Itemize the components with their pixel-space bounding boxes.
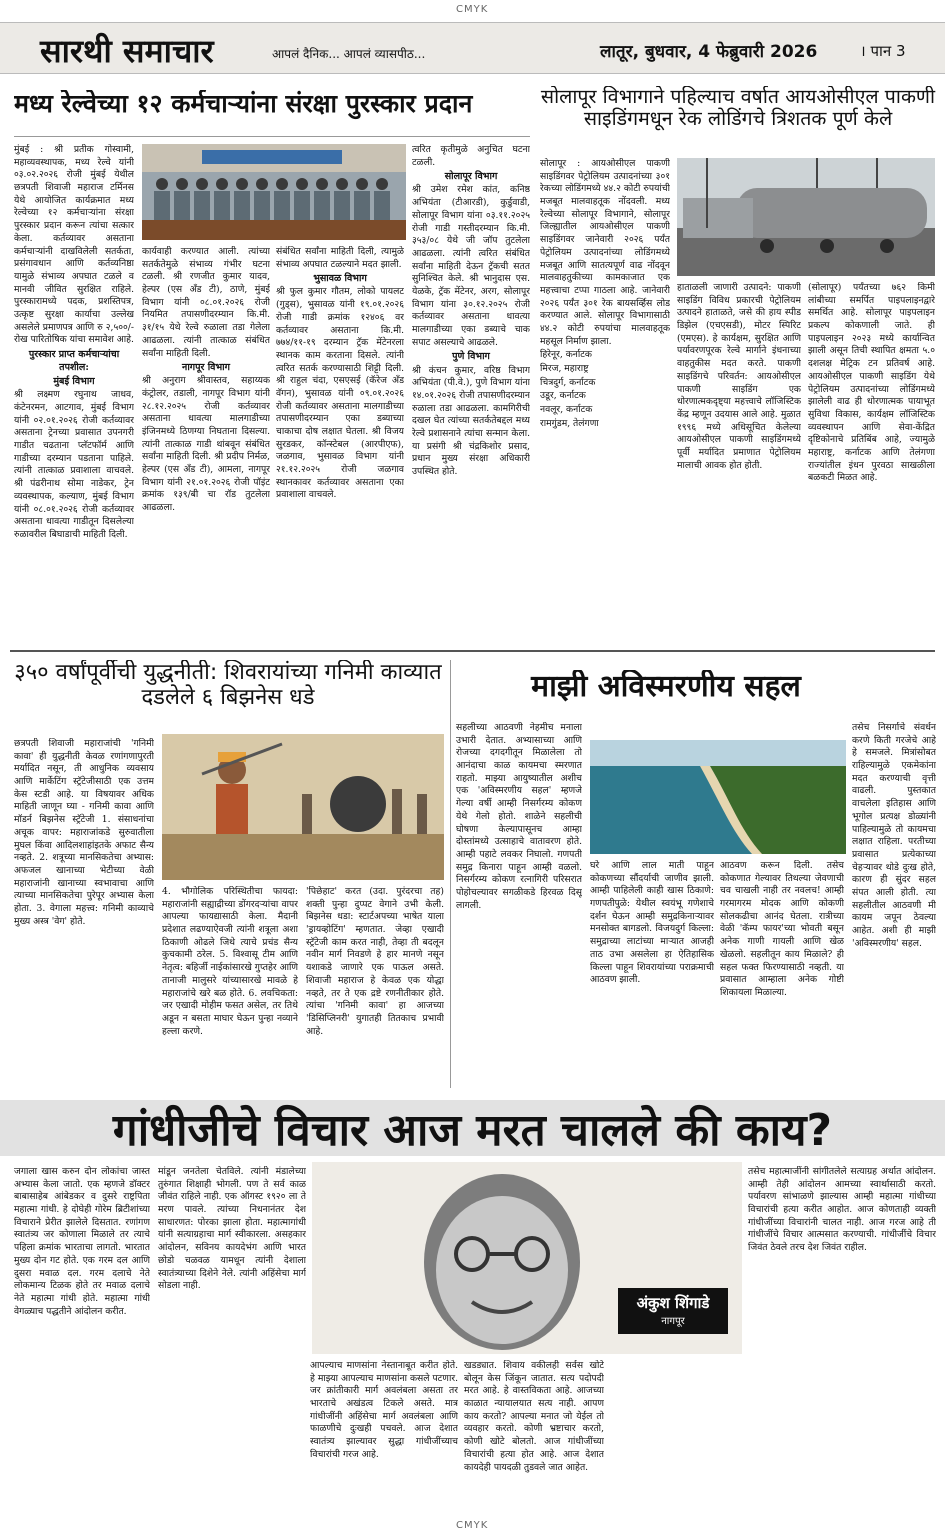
story2-list-item-2: मिरज, महाराष्ट्र (540, 363, 589, 374)
story4-col1 (456, 722, 582, 1088)
story2-headline: सोलापूर विभागाने पहिल्याच वर्षात आयओसीएल पाकणी साइडिंगमधून रेक लोडिंगचे त्रिशतक पूर्ण केले (540, 86, 936, 131)
story1-col4 (412, 144, 530, 644)
story2-list-item-6: रामगुंडम, तेलंगणा (540, 417, 599, 429)
story1-col3 (276, 246, 404, 644)
story4-col2 (590, 860, 714, 1088)
story1-subhead-awardees: पुरस्कार प्राप्त कर्मचाऱ्यांचा तपशील: (28, 349, 120, 374)
beach-landscape-icon (590, 740, 846, 854)
story4-col3-text: आठवण करून दिली. तसेच कोकणात गेल्यावर तिथल्या जेवणाची चव चाखली नाही तर नवलच! आम्ही गरमागरम मोदक आणि कोकणी सोलकढीचा आनंद घेतला. रात्रीच्या वेळी 'कॅम्प फायर'च्या भोवती बसून अनेक गाणी गायली आणि खेळ खेळलो. सहलीतून काय मिळाले? ही सहल फक्त फिरण्यासाठी नव्हती. या प्रवासात आम्हाला अनेक गोष्टी शिकायला मिळाल्या. (720, 860, 844, 998)
story3-col3 (306, 886, 444, 1086)
story5-col3-text: आपल्याच माणसांना नेस्तानाबूत करीत होते. हे माझ्या आपल्याच माणसांना कसले पटणार. जर क्रांतीकारी मार्ग अवलंबला असता तर भारताचे अखंडत्व टिकले असते. मात्र गांधीजींनी अहिंसेचा मार्ग अवलंबला आणि फाळणीचे दुःखही पचवले. आज देशात स्वातंत्र्य झाल्यावर सुद्धा गांधीजींच्याच विचारांची गरज आहे. (310, 1360, 458, 1460)
story5-col4-text: खडड्यात. शिवाय वकीलही सर्वस खोटे बोलून केस जिंकून जातात. सत्य पदोपदी मरत आहे. हे वास्तविकता आहे. आजच्या काळात न्यायालयात सत्य नाही. आपण काय करतो? आपल्या मनात जो येईल तो व्यवहार करतो. कोणी भ्रष्टाचार करतो, कोणी खोटे बोलतो. आज गांधीजींच्या विचारांची हत्या होत आहे. आज देशात कायदेही पायदळी तुडवले जात आहेत. (464, 1360, 604, 1473)
award-ceremony-photo (142, 144, 406, 240)
byline-box (618, 1288, 728, 1334)
story1-subhead-nagpur: नागपूर विभाग (182, 362, 230, 374)
story5-col4 (464, 1360, 604, 1516)
section-divider (10, 650, 935, 652)
story1-subhead-bhusawal: भुसावळ विभाग (313, 273, 367, 285)
story2-col3-text: (सोलापूर) पर्यंतच्या ७६२ किमी लांबीच्या समर्पित पाइपलाइनद्वारे समर्थित आहे. सोलापूर पाइपलाइन प्रकल्प कोकणाली जाते. ही पाइपलाइन २०२३ मध्ये कार्यान्वित झाली असून तिची स्थापित क्षमता ५.० दशलक्ष मेट्रिक टन प्रतिवर्ष आहे. आयओसीएल पाकणी साइडिंग येथे पेट्रोलियम उत्पादनांच्या लोडिंगमध्ये झालेली वाढ ही धोरणात्मक पायाभूत सुविधा विकास, कार्यक्षम लॉजिस्टिक व्यवस्थापन आणि सेवा-केंद्रित दृष्टिकोनाचे प्रतिबिंब आहे, ज्यामुळे महाराष्ट्र, कर्नाटक आणि तेलंगणा राज्यांतील इंधन पुरवठा साखळीला बळकटी मिळत आहे. (808, 282, 935, 484)
story1-subhead-solapur: सोलापूर विभाग (444, 171, 498, 183)
story2-col3 (808, 282, 935, 644)
print-mark-bottom: CMYK (456, 1520, 489, 1531)
story1-col3-text: संबंधित सर्वांना माहिती दिली, त्यामुळे संभाव्य अपघात टळल्याने मदत झाली. (276, 246, 404, 270)
story4-col2-text: घरे आणि लाल माती पाहून कोकणच्या सौंदर्याची जाणीव झाली. आम्ही पाहिलेली काही खास ठिकाणे: गणपतीपुळे: येथील स्वयंभू गणेशाचे दर्शन घेऊन आम्ही समुद्रकिनाऱ्यावर मनसोक्त बागडलो. विजयदुर्ग किल्ला: समुद्राच्या लाटांच्या माऱ्यात आजही ताठ उभा असलेला हा ऐतिहासिक किल्ला पाहून शिवरायांच्या पराक्रमाची आठवण झाली. (590, 860, 714, 986)
story1-rule (14, 136, 530, 137)
story2-col1-text: सोलापूर : आयओसीएल पाकणी साइडिंगवर पेट्रोलियम उत्पादनांच्या ३०१ रेकच्या लोडिंगमध्ये ४४.२ कोटी रुपयांची मजबूत मालवाहतूक नोंदवली. मध्य रेल्वेच्या सोलापूर विभागाने, सोलापूर जिल्ह्यातील आयओसीएल पाकणी साइडिंगवर जानेवारी २०२६ पर्यंत पेट्रोलियम उत्पादनांच्या लोडिंगमध्ये मजबूत आणि सातत्यपूर्ण वाढ नोंदवून मालवाहतुकीच्या कामकाजात एक महत्त्वाचा टप्पा गाठला आहे. जानेवारी २०२६ पर्यंत ३०१ रेक बायसर्व्हिस लोड करण्यात आले. सोलापूर विभागासाठी ४४.२ कोटी रुपयांचा मालवाहतूक महसूल निर्माण झाला. (540, 158, 670, 347)
story3-col1-text: छत्रपती शिवाजी महाराजांची 'गनिमी कावा' ही युद्धनीती केवळ रणांगणापुरती मर्यादित नसून, ती आधुनिक व्यवसाय आणि मार्केटिंग स्ट्रॅटेजीसाठी एक उत्तम केस स्टडी आहे. या विषयावर अधिक माहिती जाणून घ्या - गनिमी कावा आणि मॉडर्न बिझनेस स्ट्रॅटेजी 1. संसाधनांचा अचूक वापर: महाराजांकडे सुरुवातीला मुघल किंवा आदिलशाहांइतके अफाट सैन्य नव्हते. 2. शत्रूच्या मानसिकतेचा अभ्यास: अफजल खानाच्या भेटीच्या वेळी महाराजांनी खानाच्या स्वभावाचा आणि त्याच्या मानसिकतेचा पुरेपूर अभ्यास केला होता. 3. वेगाला महत्त्व: गनिमी काव्याचे मुख्य अस्त्र 'वेग' होते. (14, 738, 154, 927)
story1-subhead-pune: पुणे विभाग (452, 351, 490, 363)
column-rule (450, 660, 451, 1088)
story2-col2 (677, 282, 801, 644)
issue-date: लातूर, बुधवार, 4 फेब्रुवारी 2026 (600, 42, 818, 62)
story1-headline: मध्य रेल्वेच्या १२ कर्मचाऱ्यांना संरक्षा पुरस्कार प्रदान (14, 90, 473, 118)
gandhi-portrait (312, 1162, 742, 1354)
masthead (0, 22, 945, 74)
story1-col1b-text: श्री लक्ष्मण रघुनाथ जाधव, कंटेनरमन, आटगाव, मुंबई विभाग यांनी ०२.०१.२०२६ रोजी कर्तव्यावर असताना ट्रेनच्या प्रवासात उपनगरी गाडीत चढताना प्लॅटफॉर्म आणि गाडीच्या दरम्यान पडताना पाहिले. त्यांनी तात्काळ प्रवाशाला वाचवले. श्री पंढरीनाथ सोमा नाडेकर, ट्रेन व्यवस्थापक, कल्याण, मुंबई विभाग यांनी ०८.०१.२०२६ रोजी कर्तव्यावर असताना धावत्या गाडीतून दिसलेल्या रुळावरील बिघाडाची माहिती दिली. (14, 389, 134, 540)
story5-headline-bar (0, 1100, 945, 1156)
byline-place: नागपूर (661, 1316, 685, 1327)
story5-col5-text: तसेच महात्माजींनी सांगीतलेले सत्याग्रह अर्थात आंदोलन. आम्ही तेही आंदोलन आमच्या स्वार्थासाठी करतो. पर्यावरण सांभाळणे झाल्यास आम्ही महात्मा गांधीच्या विचारांची हत्या करीत आहोत. आज कोणताही व्यक्ती गांधीजींच्या विचारांनी चालत नाही. आज गरज आहे ती गांधीजींचे विचार आत्मसात करण्याची. गांधीजींचे विचार जिवंत ठेवले तरच देश जिवंत राहील. (748, 1166, 936, 1254)
story5-col1-text: जगाला खास करुन दोन लोकांचा जास्त अभ्यास केला जातो. एक म्हणजे डॉक्टर बाबासाहेब आंबेडकर व दुसरे राष्ट्रपिता महात्मा गांधी. हे दोघेही गोरेम ब्रिटीशांच्या विचाराने प्रेरीत झालेले दिसतात. रणांगण स्वातंत्र्य जर कोणाला मिळाले तर त्याचे पहिला क्रमांक भारताचा लागतो. भारतात मुख्य दोन गट होते. एक गरम दल आणि दुसरा मवाळ दल. गरम दलाचे नेते लोकमान्य टिळक होते तर मवाळ दलाचे नेते महात्मा गांधी होते. महात्मा गांधी वेगळ्याच पद्धतीने आंदोलन करीत. (14, 1166, 150, 1317)
story2-col2-text: हाताळली जाणारी उत्पादने: पाकणी साइडिंग विविध प्रकारची पेट्रोलियम उत्पादने हाताळते, जसे की हाय स्पीड डिझेल (एचएसडी), मोटर स्पिरिट (एमएस). हे कार्यक्षम, सुरक्षित आणि पर्यावरणपूरक रेल्वे मार्गाने इंधनाच्या वाहतुकीस मदत करते. पाकणी साइडिंगचे परिवर्तन: आयओसीएल पाकणी साइडिंग एक धोरणात्मकदृष्ट्या महत्त्वाचे लॉजिस्टिक केंद्र म्हणून उदयास आले आहे. मुळात १९९६ मध्ये अधिसूचित केलेल्या आयओसीएल पाकणी साइडिंगमध्ये पूर्वी मर्यादित प्रमाणात पेट्रोलियम मालाची आवक होत होती. (677, 282, 801, 471)
konkan-beach-photo (590, 740, 846, 854)
story4-col1-text: सहलीच्या आठवणी नेहमीच मनाला उभारी देतात. अभ्यासाच्या आणि रोजच्या दगदगीतून मिळालेला तो आनंदाचा काळ कायमचा स्मरणात राहतो. माझ्या आयुष्यातील अशीच एक 'अविस्मरणीय सहल' म्हणजे गेल्या वर्षी आम्ही निसर्गरम्य कोकण येथे गेलो होतो. शाळेने सहलीची घोषणा केल्यापासूनच आम्हा दोस्तांमध्ये उत्साहाचे वातावरण होते. आम्ही पहाटे लवकर निघालो. गणपती समुद्र किनारा पाहून आम्ही वळलो. निसर्गरम्य कोकण रत्नागिरी परिसरात पोहोचल्यावर सगळीकडे हिरवळ दिसू लागली. (456, 722, 582, 911)
story5-col1 (14, 1166, 150, 1516)
story2-list-item-5: नवलूर, कर्नाटक (540, 404, 593, 416)
story1-col1-text: मुंबई : श्री प्रतीक गोस्वामी, महाव्यवस्थापक, मध्य रेल्वे यांनी ०३.०२.२०२६ रोजी मुंबई येथील छत्रपती शिवाजी महाराज टर्मिनस येथे आयोजित कार्यक्रमात मध्य रेल्वेच्या १२ कर्मचाऱ्यांना संरक्षा पुरस्कार प्रदान करून त्यांचा सत्कार केला. कर्तव्यावर असताना कर्मचाऱ्यांनी दाखविलेली सतर्कता, प्रसंगावधान आणि कर्तव्यनिष्ठा यामुळे संभाव्य अपघात टळले व मानवी जीवित सुरक्षित राहिले. पुरस्कारामध्ये पदक, प्रशस्तिपत्र, उत्कृष्ट सुरक्षा कार्याचा उल्लेख असलेले प्रमाणपत्र आणि रु २,५००/- रोख पारितोषिक यांचा समावेश आहे. (14, 144, 134, 346)
story2-list-item-4: उडूर, कर्नाटक (540, 390, 586, 402)
story4-col4-text: तसेच निसर्गाचे संवर्धन करणे किती गरजेचे आहे हे समजले. मित्रांसोबत राहिल्यामुळे एकमेकांना मदत करण्याची वृत्ती वाढली. पुस्तकात वाचलेला इतिहास आणि भूगोल प्रत्यक्ष डोळ्यांनी पाहिल्यामुळे तो कायमचा लक्षात राहिला. परतीच्या प्रवासात प्रत्येकाच्या चेहऱ्यावर थोडे दुःख होते, कारण ही सुंदर सहल संपत आली होती. त्या सहलीतील आठवणी मी कायम जपून ठेवल्या आहेत. अशी ही माझी 'अविस्मरणीय' सहल. (852, 722, 936, 949)
story1-col3b-text: श्री फुल कुमार गौतम, लोको पायलट (गुड्स), भुसावळ यांनी १९.०१.२०२६ रोजी गाडी क्रमांक १२४०६ वर कर्तव्यावर असताना कि.मी. ७७४/११-१९ दरम्यान ट्रॅक मेंटेनरला स्थानक काम करताना दिसले. त्यांनी त्वरित सतर्क करण्यासाठी शिट्टी दिली. श्री राहुल चंदा, एसएसई (कॅरेज अँड वॅगन), भुसावळ यांनी ०९.०१.२०२६ रोजी कर्तव्यावर असताना मालगाडीच्या तपासणीदरम्यान एका डब्याच्या चाकाचा दोष लक्षात घेतला. श्री विजय सुरडकर, कॉन्स्टेबल (आरपीएफ), जळगाव, भुसावळ विभाग यांनी २१.१२.२०२५ रोजी जळगाव स्थानकावर कर्तव्यावर असताना एका प्रवाशाला वाचवले. (276, 286, 404, 501)
story1-col2-text: कार्यवाही करण्यात आली. त्यांच्या सतर्कतेमुळे संभाव्य गंभीर घटना टळली. श्री रणजीत कुमार यादव, हेल्पर (एस अँड टी), ठाणे, मुंबई विभाग यांनी ०८.०१.२०२६ रोजी नियमित तपासणीदरम्यान कि.मी. ३१/१५ येथे रेल्वे रुळाला तडा गेलेला आढळला. त्यांनी तात्काळ संबंधित सर्वांना माहिती दिली. (142, 246, 270, 359)
shivaji-battle-illustration (162, 734, 444, 880)
story5-col3 (310, 1360, 458, 1516)
story1-col4c-text: श्री कंचन कुमार, वरिष्ठ विभाग अभियंता (पी.वे.), पुणे विभाग यांना १४.०१.२०२६ रोजी तपासणीदरम्यान रुळाला तडा आढळला. कामगिरीची दखल घेत त्यांच्या सतर्कतेबद्दल मध्य रेल्वे प्रशासनाने त्यांचा सन्मान केला. या प्रसंगी श्री चंद्रकिशोर प्रसाद, प्रधान मुख्य संरक्षा अधिकारी उपस्थित होते. (412, 364, 530, 478)
story2-list-item-1: हिरेनूर, कर्नाटक (540, 349, 592, 361)
byline-name: अंकुश शिंगाडे (636, 1294, 710, 1312)
story1-col2b-text: श्री अनुराग श्रीवास्तव, सहाय्यक कंट्रोलर, तडाली, नागपूर विभाग यांनी २८.१२.२०२५ रोजी कर्तव्यावर असताना धावत्या मालगाडीच्या इंजिनमध्ये ठिणग्या निघताना दिसल्या. त्यांनी तात्काळ गाडी थांबवून संबंधित सर्वांना माहिती दिली. श्री प्रदीप निर्मळ, हेल्पर (एस अँड टी), आमला, नागपूर विभाग यांनी २१.०१.२०२६ रोजी पॉइंट क्रमांक १३९/बी चा रॉड तुटलेला आढळला. (142, 375, 270, 514)
story5-col5 (748, 1166, 936, 1516)
award-ceremony-image-icon (142, 144, 406, 240)
story1-subhead-mumbai: मुंबई विभाग (53, 376, 95, 388)
story4-col3 (720, 860, 844, 1088)
tanker-train-image-icon (677, 158, 935, 276)
newspaper-brand: सारथी समाचार (40, 32, 214, 70)
story3-col3-text: 'पिछेहाट' करत (उदा. पुरंदरचा तह) शक्ती पुन्हा दुप्पट वेगाने उभी केली. बिझनेस धडा: स्टार्टअपच्या भाषेत याला 'ड्रायव्होटिंग' म्हणतात. जेव्हा एखादी स्ट्रॅटेजी काम करत नाही, तेव्हा ती बदलून नवीन मार्ग निवडणे हे हार मानणे नसून यशाकडे जाणारे एक पाऊल असते. शिवाजी महाराज हे केवळ एक योद्धा नव्हते, तर ते एक द्रष्टे रणनीतीकार होते. त्यांचा 'गनिमी कावा' हा आजच्या 'डिसिप्लिनरी' युगातही तितकाच प्रभावी आहे. (306, 886, 444, 1037)
story5-headline: गांधीजीचे विचार आज मरत चालले की काय? (112, 1105, 833, 1156)
story4-headline: माझी अविस्मरणीय सहल (531, 670, 801, 704)
story3-col2 (162, 886, 298, 1086)
story1-col2 (142, 246, 270, 644)
story3-col2-text: 4. भौगोलिक परिस्थितीचा फायदा: महाराजांनी सह्याद्रीच्या डोंगरदऱ्यांचा वापर आपल्या फायद्यासाठी केला. मैदानी प्रदेशात लढण्याऐवजी त्यांनी शत्रूला अशा ठिकाणी ओढले जिथे त्याचे प्रचंड सैन्य कुचकामी ठरेल. 5. विश्वासू टीम आणि नेतृत्व: बहिर्जी नाईकांसारखे गुप्तहेर आणि तानाजी मालुसरे यांच्यासारखे मावळे हे महाराजांचे खरे बळ होते. 6. लवचिकता: जर एखादी मोहीम फसत असेल, तर तिथे अडून न बसता माघार घेऊन पुन्हा नव्याने हल्ला करणे. (162, 886, 298, 1037)
story1-col1 (14, 144, 134, 644)
print-mark-top: CMYK (456, 4, 489, 15)
story1-col4b-text: श्री उमेश रमेश कांत, कनिष्ठ अभियंता (टीआरडी), कुर्डुवाडी, सोलापूर विभाग यांना ०३.११.२०२५ रोजी गाडी गस्तीदरम्यान कि.मी. ३५३/०८ येथे जी जॉप तुटलेला आढळला. त्यांनी त्वरित संबंधित सर्वांना माहिती देऊन ट्रॅकची सतत सुनिश्चित केले. श्री भानुदास एस. येळके, ट्रॅक मेंटेनर, अरग, सोलापूर विभाग यांना ३०.१२.२०२५ रोजी कर्तव्यावर असताना धावत्या मालगाडीच्या एका डब्याचे चाक सपाट असल्याचे आढळले. (412, 184, 530, 348)
page-number: । पान 3 (860, 42, 906, 60)
story5-col2 (158, 1166, 306, 1354)
story3-headline: ३५० वर्षांपूर्वीची युद्धनीती: शिवरायांच्या गनिमी काव्यात दडलेले ६ बिझनेस धडे (14, 660, 442, 711)
story1-col4-text: त्वरित कृतीमुळे अनुचित घटना टळली. (412, 144, 530, 168)
story2-col1 (540, 158, 670, 644)
oil-siding-photo (677, 158, 935, 276)
story3-col1 (14, 738, 154, 1086)
story5-col2-text: मांडून जनतेला चेतविले. त्यांनी मंडालेच्या तुरुंगात शिक्षाही भोगली. पण ते सर्व काळ जीवंत राहिले नाही. एक ऑगस्ट १९२० ला ते मरण पावले. त्यांच्या निधनानंतर देश साधारणत: पोरका झाला होता. महात्मागांधी यांनी सत्याग्रहाचा मार्ग स्वीकारला. असहकार आंदोलन, सविनय कायदेभंग आणि भारत छोडो चळवळ यामधून त्यांनी देशाला स्वातंत्र्याच्या दिशेने नेले. त्यांनी अहिंसेचा मार्ग सोडला नाही. (158, 1166, 306, 1292)
story2-list-item-3: चित्रदुर्ग, कर्नाटक (540, 376, 596, 388)
story4-col4 (852, 722, 936, 1088)
warrior-illustration-icon (162, 734, 444, 880)
newspaper-tagline: आपलं दैनिक... आपलं व्यासपीठ... (272, 47, 426, 61)
